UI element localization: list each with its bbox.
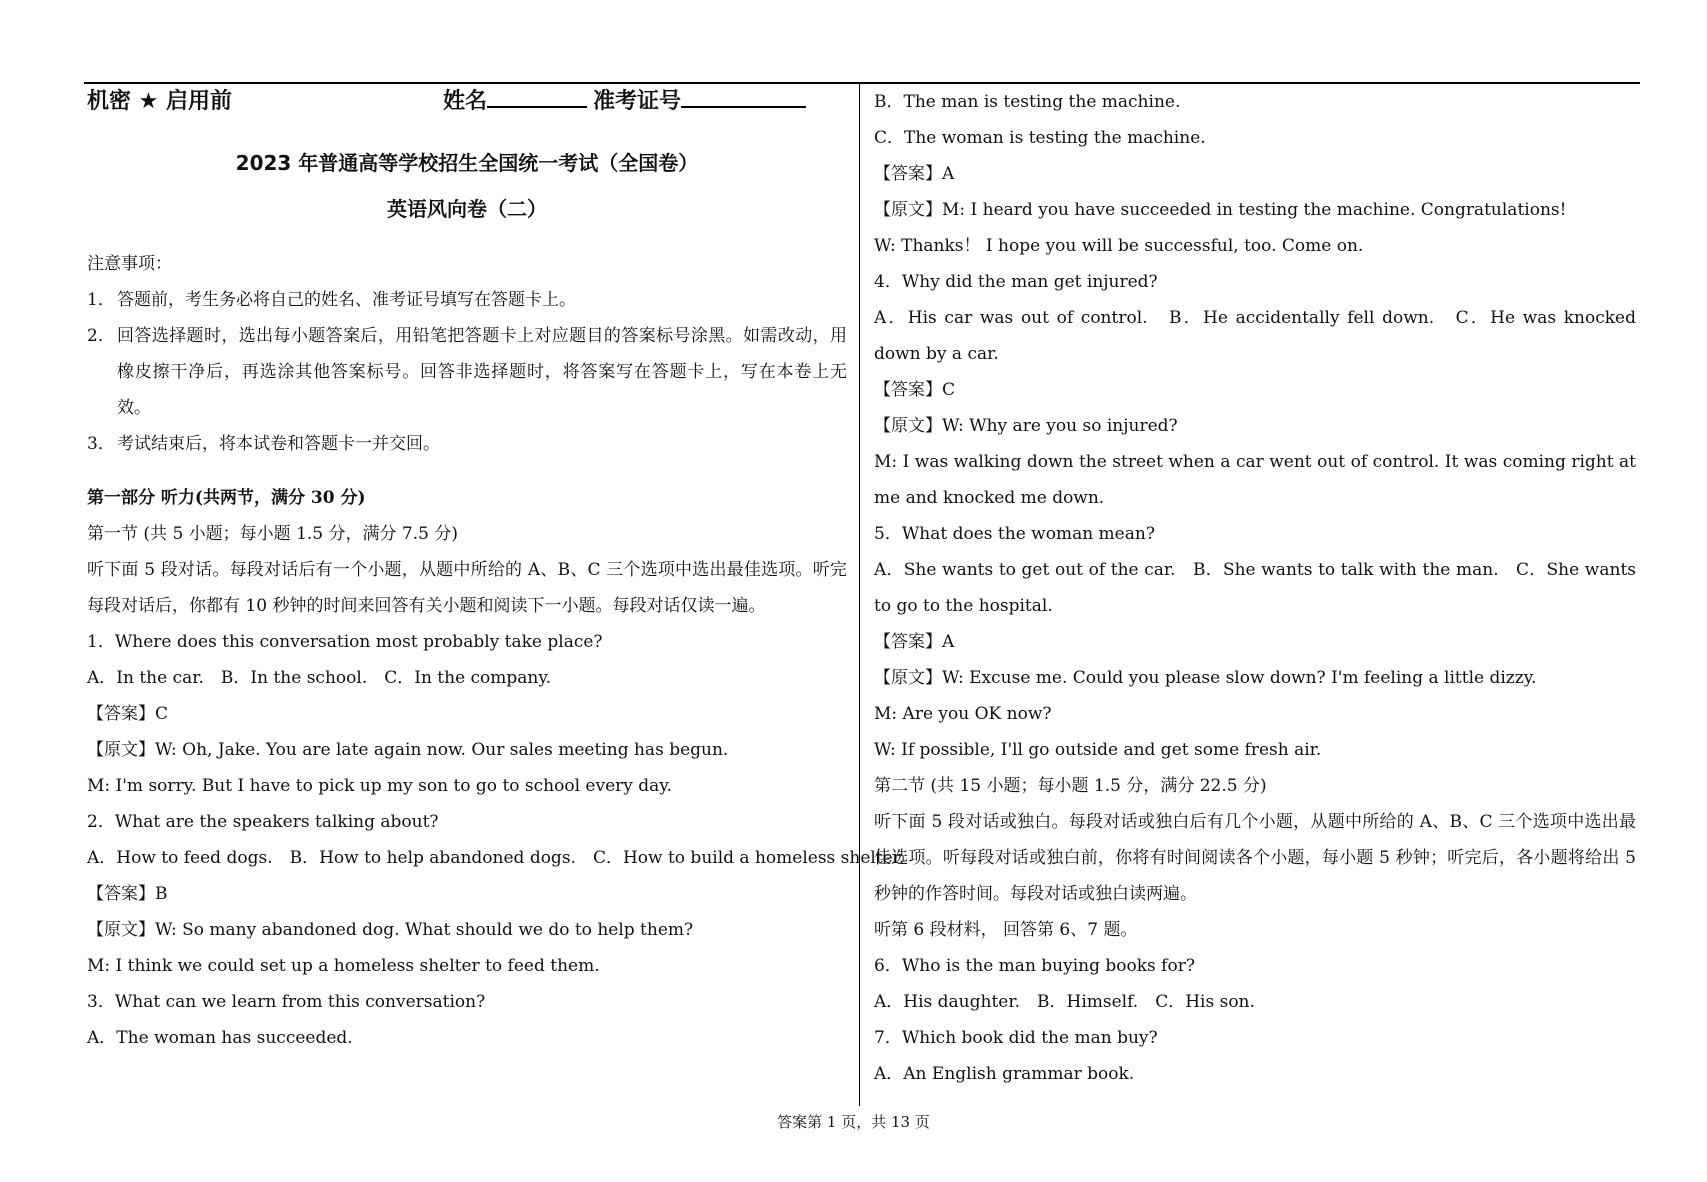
text-line: 【原文】M: I heard you have succeeded in testing the machine. Congratulations! (874, 200, 1567, 220)
column-divider (859, 84, 860, 1106)
name-blank (487, 86, 587, 108)
text-line: 3．What can we learn from this conversation? (87, 992, 486, 1012)
section2-title: 第二节 (共 15 小题；每小题 1.5 分，满分 22.5 分) (874, 776, 1267, 796)
q5-question: 5．What does the woman mean? (874, 524, 1155, 544)
exam-id-blank (681, 86, 806, 108)
text-line: 7．Which book did the man buy? (874, 1028, 1158, 1048)
exam-subtitle: 英语风向卷（二） (387, 197, 547, 221)
exam-title: 2023 年普通高等学校招生全国统一考试（全国卷） (235, 151, 699, 175)
q5-options: A．She wants to get out of the car. B．She wants to talk with the man. C．She wants to go to the hospital. (874, 560, 1636, 616)
text-line: C．The woman is testing the machine. (874, 128, 1206, 148)
page-footer: 答案第 1 页，共 13 页 (777, 1113, 930, 1131)
text-line: 6．Who is the man buying books for? (874, 956, 1195, 976)
left-column (87, 84, 905, 1056)
text-line: B．The man is testing the machine. (874, 92, 1181, 112)
section1-intro: 听下面 5 段对话。每段对话后有一个小题，从题中所给的 A、B、C 三个选项中选出最佳选项。听完每段对话后，你都有 10 秒钟的时间来回答有关小题和阅读下一小题。每段对话仅读一遍。 (87, 560, 847, 616)
text-line: 【原文】W: Why are you so injured? (874, 416, 1178, 436)
notice-item: 3． 考试结束后，将本试卷和答题卡一并交回。 (87, 434, 440, 454)
text-line: M: I think we could set up a homeless shelter to feed them. (87, 956, 600, 976)
q4-options: A．His car was out of control. B．He accidentally fell down. C．He was knocked down by a car. (874, 308, 1636, 364)
text-line: 听第 6 段材料， 回答第 6、7 题。 (874, 920, 1138, 940)
text-line: 【答案】C (874, 380, 956, 400)
notice-item: 2． 回答选择题时，选出每小题答案后，用铅笔把答题卡上对应题目的答案标号涂黑。如需改动，用橡皮擦干净后，再选涂其他答案标号。回答非选择题时，将答案写在答题卡上，写在本卷上无效。 (87, 326, 847, 418)
text-line: 【答案】B (87, 884, 168, 904)
exam-header (87, 84, 847, 140)
notice-item: 1． 答题前，考生务必将自己的姓名、准考证号填写在答题卡上。 (87, 290, 576, 310)
text-line: 【原文】W: Excuse me. Could you please slow down? I'm feeling a little dizzy. (874, 668, 1537, 688)
notice-label: 注意事项： (87, 254, 172, 274)
text-line: A．His daughter. B．Himself. C．His son. (874, 992, 1255, 1012)
text-line: 【原文】W: Oh, Jake. You are late again now. Our sales meeting has begun. (87, 740, 729, 760)
text-line: 1．Where does this conversation most probably take place? (87, 632, 603, 652)
text-line: 【原文】W: So many abandoned dog. What should we do to help them? (87, 920, 694, 940)
text-line: A．How to feed dogs. B．How to help abandoned dogs. C．How to build a homeless shelter. (87, 848, 905, 868)
right-column (874, 84, 1636, 1092)
confidential-mark: 机密 ★ 启用前 (87, 89, 233, 114)
name-label: 姓名 (443, 89, 488, 114)
text-line: A．An English grammar book. (874, 1064, 1135, 1084)
section1-title: 第一节 (共 5 小题；每小题 1.5 分，满分 7.5 分) (87, 524, 458, 544)
text-line: 【答案】A (874, 164, 955, 184)
q4-dialog: M: I was walking down the street when a car went out of control. It was coming right at me and knocked me down. (874, 452, 1636, 508)
text-line: 4．Why did the man get injured? (874, 272, 1158, 292)
text-line: 【答案】C (87, 704, 169, 724)
text-line: M: Are you OK now? (874, 704, 1052, 724)
text-line: A．The woman has succeeded. (87, 1028, 353, 1048)
text-line: 2．What are the speakers talking about? (87, 812, 439, 832)
text-line: 【答案】A (874, 632, 955, 652)
text-line: W: Thanks！ I hope you will be successful, too. Come on. (874, 236, 1364, 256)
text-line: W: If possible, I'll go outside and get some fresh air. (874, 740, 1322, 760)
part1-title: 第一部分 听力(共两节，满分 30 分) (87, 488, 366, 508)
text-line: M: I'm sorry. But I have to pick up my son to go to school every day. (87, 776, 673, 796)
exam-id-label: 准考证号 (593, 89, 682, 114)
section2-intro: 听下面 5 段对话或独白。每段对话或独白后有几个小题，从题中所给的 A、B、C 三个选项中选出最佳选项。听每段对话或独白前，你将有时间阅读各个小题，每小题 5 秒钟；听完后，各小题将给出 5 秒钟的作答时间。每段对话或独白读两遍。 (874, 812, 1636, 904)
text-line: A．In the car. B．In the school. C．In the company. (87, 668, 552, 688)
